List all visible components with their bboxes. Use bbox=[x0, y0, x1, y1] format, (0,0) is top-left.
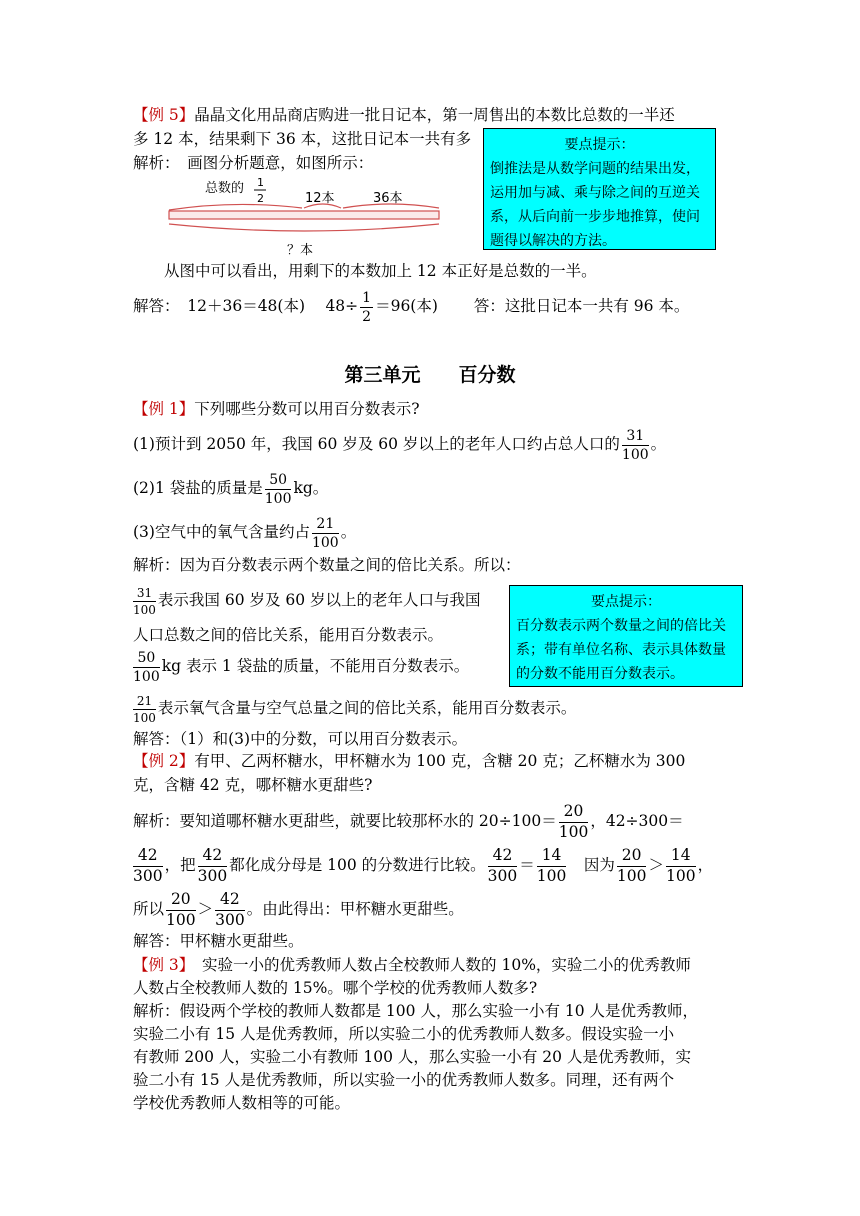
diagram-label-12: 12本 bbox=[305, 191, 335, 206]
ex1-question: 【例 1】下列哪些分数可以用百分数表示? bbox=[133, 400, 420, 418]
ex5-answer: 解答： 12＋36＝48(本) 48÷ $\frac{1}{2}$ ＝96(本) 答：这批日记本一共有 96 本。 bbox=[133, 289, 690, 325]
ex3-line7: 学校优秀教师人数相等的可能。 bbox=[133, 1094, 351, 1112]
ex5-tip-body: 倒推法是从数学问题的结果出发，运用加与减、乘与除之间的互逆关系，从后向前一步步地推算，使问题得以解决的方法。 bbox=[490, 161, 700, 249]
unit-title: 第三单元 百分数 bbox=[344, 364, 516, 386]
ex3-line2: 人数占全校教师人数的 15%。哪个学校的优秀教师人数多? bbox=[133, 979, 538, 997]
ex1-tip-title: 要点提示： bbox=[591, 594, 661, 610]
ex3-tag: 【例 3】 bbox=[133, 956, 187, 974]
ex1-analysis-1b: 人口总数之间的倍比关系，能用百分数表示。 bbox=[133, 626, 444, 644]
ex2-answer: 解答：甲杯糖水更甜些。 bbox=[133, 932, 304, 950]
ex1-analysis-2: $\frac{50}{100}$ kg 表示 1 袋盐的质量，不能用百分数表示。 bbox=[133, 649, 470, 685]
ex5-diagram bbox=[165, 172, 448, 260]
ex3-line3: 解析：假设两个学校的教师人数都是 100 人，那么实验一小有 10 人是优秀教师， bbox=[133, 1002, 699, 1020]
ex5-line1: 【例 5】晶晶文化用品商店购进一批日记本，第一周售出的本数比总数的一半还 bbox=[133, 106, 675, 124]
ex1-analysis-1a: $\frac{31}{100}$ 表示我国 60 岁及 60 岁以上的老年人口与我国 bbox=[133, 585, 481, 617]
ex5-tip-box bbox=[483, 128, 716, 250]
ex2-tag: 【例 2】 bbox=[133, 752, 195, 770]
ex1-tip-box bbox=[509, 585, 743, 687]
ex1-item3: (3)空气中的氧气含量约占 $\frac{21}{100}$ 。 bbox=[133, 515, 357, 551]
ex3-line6: 验二小有 15 人是优秀教师，所以实验一小的优秀教师人数多。同理，还有两个 bbox=[133, 1071, 675, 1089]
ex1-analysis: 解析：因为百分数表示两个数量之间的倍比关系。所以： bbox=[133, 556, 521, 574]
ex1-tip-body: 百分数表示两个数量之间的倍比关系；带有单位名称、表示具体数量的分数不能用百分数表示。 bbox=[516, 618, 726, 682]
ex1-analysis-3: $\frac{21}{100}$ 表示氧气含量与空气总量之间的倍比关系，能用百分数表示。 bbox=[133, 693, 577, 725]
ex2-analysis-3: 所以 $\frac{20}{100}$ ＞ $\frac{42}{300}$ 。由此得出：甲杯糖水更甜些。 bbox=[133, 890, 464, 929]
ex1-answer: 解答：（1）和(3)中的分数，可以用百分数表示。 bbox=[133, 730, 468, 748]
ex5-tip-title: 要点提示： bbox=[564, 137, 635, 153]
ex3-line1: 【例 3】 实验一小的优秀教师人数占全校教师人数的 10%，实验二小的优秀教师 bbox=[133, 956, 691, 974]
ex3-line4: 实验二小有 15 人是优秀教师，所以实验二小的优秀教师人数多。假设实验一小 bbox=[133, 1025, 675, 1043]
ex5-line2: 多 12 本，结果剩下 36 本，这批日记本一共有多 bbox=[133, 130, 472, 148]
diagram-label-36: 36本 bbox=[373, 191, 403, 206]
ex5-analysis: 解析： 画图分析题意，如图所示： bbox=[133, 154, 374, 172]
ex3-line5: 有教师 200 人，实验二小有教师 100 人，那么实验一小有 20 人是优秀教师，实 bbox=[133, 1048, 691, 1066]
diagram-label-q: ？本 bbox=[287, 243, 314, 258]
ex2-analysis-1: 解析：要知道哪杯糖水更甜些，就要比较那杯水的 20÷100＝ $\frac{20}{100}$ ，42÷300＝ bbox=[133, 802, 684, 841]
diagram-half-d: 2 bbox=[257, 192, 264, 205]
diagram-half-n: 1 bbox=[257, 176, 264, 189]
ex5-observation: 从图中可以看出，用剩下的本数加上 12 本正好是总数的一半。 bbox=[164, 262, 597, 280]
ex1-item1: (1)预计到 2050 年，我国 60 岁及 60 岁以上的老年人口约占总人口的 $\frac{31}{100}$ 。 bbox=[133, 427, 667, 463]
ex1-tag: 【例 1】 bbox=[133, 400, 195, 418]
ex5-tag: 【例 5】 bbox=[133, 106, 195, 124]
ex1-item2: (2)1 袋盐的质量是 $\frac{50}{100}$ kg。 bbox=[133, 471, 329, 507]
ex2-line2: 克，含糖 42 克，哪杯糖水更甜些? bbox=[133, 776, 373, 794]
ex2-line1: 【例 2】有甲、乙两杯糖水，甲杯糖水为 100 克，含糖 20 克；乙杯糖水为 300 bbox=[133, 752, 686, 770]
ex2-analysis-2: $\frac{42}{300}$ ，把 $\frac{42}{300}$ 都化成分母是 100 的分数进行比较。 $\frac{42}{300}$ ＝ $\frac{14}{100}$ 因为 $\frac{20}{100}$ ＞ $\frac{14}{100}$ ， bbox=[133, 846, 714, 885]
diagram-label-total: 总数的 bbox=[205, 181, 245, 196]
ex5-ans-frac: $\frac{1}{2}$ bbox=[362, 289, 372, 325]
